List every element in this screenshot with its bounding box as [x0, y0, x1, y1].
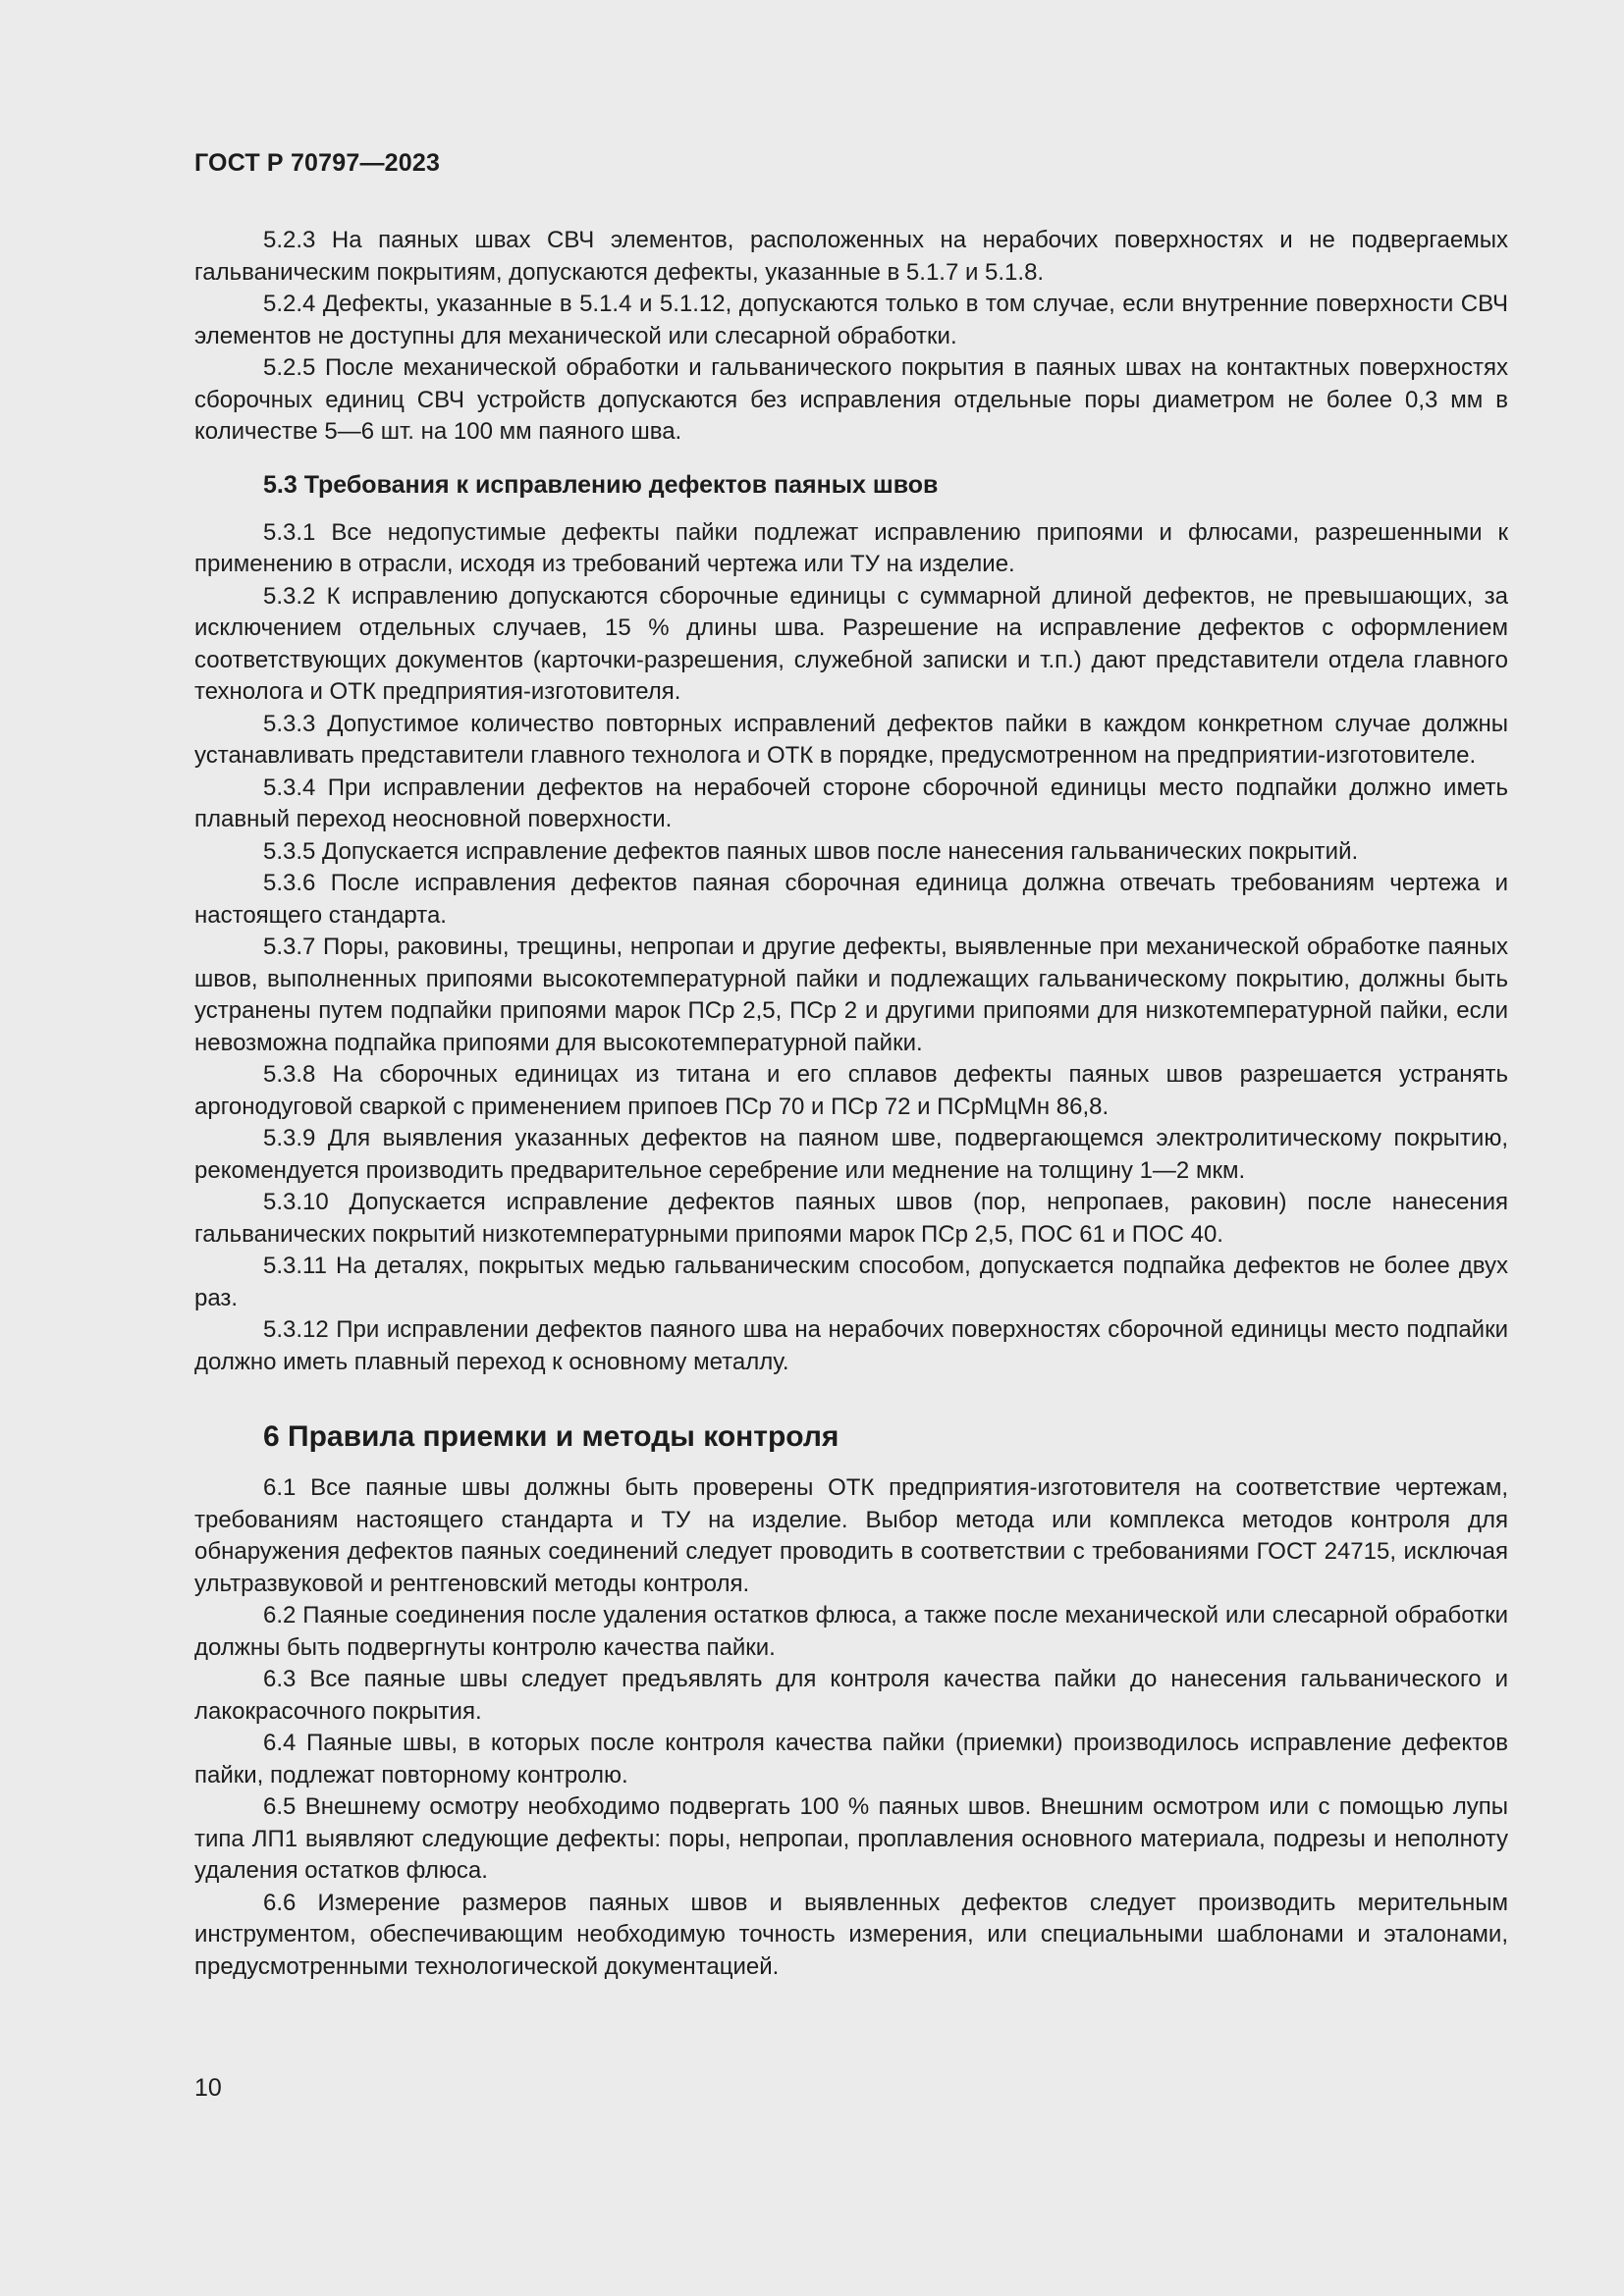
section-heading-6: 6 Правила приемки и методы контроля	[263, 1420, 839, 1453]
paragraph-5-2-3: 5.2.3 На паяных швах СВЧ элементов, расположенных на нерабочих поверхностях и не подвергаемых гальваническим покрытиям, допускаются дефекты, указанные в 5.1.7 и 5.1.8.	[194, 227, 1508, 286]
paragraph-5-3-1: 5.3.1 Все недопустимые дефекты пайки подлежат исправлению припоями и флюсами, разрешенными к применению в отрасли, исходя из требований чертежа или ТУ на изделие.	[194, 518, 1508, 577]
paragraph-5-3-2: 5.3.2 К исправлению допускаются сборочные единицы с суммарной длиной дефектов, не превышающих, за исключением отдельных случаев, 15 % длины шва. Разрешение на исправление дефектов с оформлением соответствующих документов (карточки-разрешения, служебной записки и т.п.) дают представители отдела главного технолога и ОТК предприятия-изготовителя.	[194, 582, 1508, 705]
document-code-header: ГОСТ Р 70797—2023	[194, 149, 441, 177]
paragraph-5-2-5: 5.2.5 После механической обработки и гальванического покрытия в паяных швах на контактных поверхностях сборочных единиц СВЧ устройств допускаются без исправления отдельные поры диаметром не более 0,3 мм в количестве 5—6 шт. на 100 мм паяного шва.	[194, 354, 1508, 445]
paragraph-5-3-8: 5.3.8 На сборочных единицах из титана и его сплавов дефекты паяных швов разрешается устранять аргонодуговой сваркой с применением припоев ПСр 70 и ПСр 72 и ПСрМцМн 86,8.	[194, 1061, 1508, 1120]
paragraph-5-3-3: 5.3.3 Допустимое количество повторных исправлений дефектов пайки в каждом конкретном случае должны устанавливать представители главного технолога и ОТК в порядке, предусмотренном на предприятии-изготовителе.	[194, 710, 1508, 769]
paragraph-5-3-11: 5.3.11 На деталях, покрытых медью гальваническим способом, допускается подпайка дефектов не более двух раз.	[194, 1253, 1508, 1311]
paragraph-5-2-4: 5.2.4 Дефекты, указанные в 5.1.4 и 5.1.12, допускаются только в том случае, если внутренние поверхности СВЧ элементов не доступны для механической или слесарной обработки.	[194, 291, 1508, 349]
subsection-heading-5-3: 5.3 Требования к исправлению дефектов паяных швов	[263, 470, 939, 499]
paragraph-5-3-5: 5.3.5 Допускается исправление дефектов паяных швов после нанесения гальванических покрытий.	[263, 837, 1359, 865]
page-number: 10	[194, 2074, 222, 2102]
paragraph-5-3-10: 5.3.10 Допускается исправление дефектов паяных швов (пор, непропаев, раковин) после нанесения гальванических покрытий низкотемпературными припоями марок ПСр 2,5, ПОС 61 и ПОС 40.	[194, 1189, 1508, 1248]
document-body	[194, 225, 1508, 1983]
paragraph-6-5: 6.5 Внешнему осмотру необходимо подвергать 100 % паяных швов. Внешним осмотром или с помощью лупы типа ЛП1 выявляют следующие дефекты: поры, непропаи, проплавления основного материала, подрезы и неполноту удаления остатков флюса.	[194, 1793, 1508, 1884]
paragraph-5-3-12: 5.3.12 При исправлении дефектов паяного шва на нерабочих поверхностях сборочной единицы место подпайки должно иметь плавный переход к основному металлу.	[194, 1316, 1508, 1375]
paragraph-6-4: 6.4 Паяные швы, в которых после контроля качества пайки (приемки) производилось исправление дефектов пайки, подлежат повторному контролю.	[194, 1730, 1508, 1789]
paragraph-5-3-7: 5.3.7 Поры, раковины, трещины, непропаи и другие дефекты, выявленные при механической обработке паяных швов, выполненных припоями высокотемпературной пайки и подлежащих гальваническому покрытию, должны быть устранены путем подпайки припоями марок ПСр 2,5, ПСр 2 и другими припоями для низкотемпературной пайки, если невозможна подпайка припоями для высокотемпературной пайки.	[194, 934, 1508, 1056]
paragraph-5-3-4: 5.3.4 При исправлении дефектов на нерабочей стороне сборочной единицы место подпайки должно иметь плавный переход неосновной поверхности.	[194, 774, 1508, 832]
paragraph-6-1: 6.1 Все паяные швы должны быть проверены ОТК предприятия-изготовителя на соответствие чертежам, требованиям настоящего стандарта и ТУ на изделие. Выбор метода или комплекса методов контроля для обнаружения дефектов паяных соединений следует проводить в соответствии с требованиями ГОСТ 24715, исключая ультразвуковой и рентгеновский методы контроля.	[194, 1474, 1508, 1597]
paragraph-5-3-6: 5.3.6 После исправления дефектов паяная сборочная единица должна отвечать требованиям чертежа и настоящего стандарта.	[194, 870, 1508, 929]
paragraph-5-3-9: 5.3.9 Для выявления указанных дефектов на паяном шве, подвергающемся электролитическому покрытию, рекомендуется производить предварительное серебрение или меднение на толщину 1—2 мкм.	[194, 1125, 1508, 1184]
paragraph-6-2: 6.2 Паяные соединения после удаления остатков флюса, а также после механической или слесарной обработки должны быть подвергнуты контролю качества пайки.	[194, 1602, 1508, 1661]
paragraph-6-3: 6.3 Все паяные швы следует предъявлять для контроля качества пайки до нанесения гальванического и лакокрасочного покрытия.	[194, 1666, 1508, 1725]
paragraph-6-6: 6.6 Измерение размеров паяных швов и выявленных дефектов следует производить мерительным инструментом, обеспечивающим необходимую точность измерения, или специальными шаблонами и эталонами, предусмотренными технологической документацией.	[194, 1889, 1508, 1980]
